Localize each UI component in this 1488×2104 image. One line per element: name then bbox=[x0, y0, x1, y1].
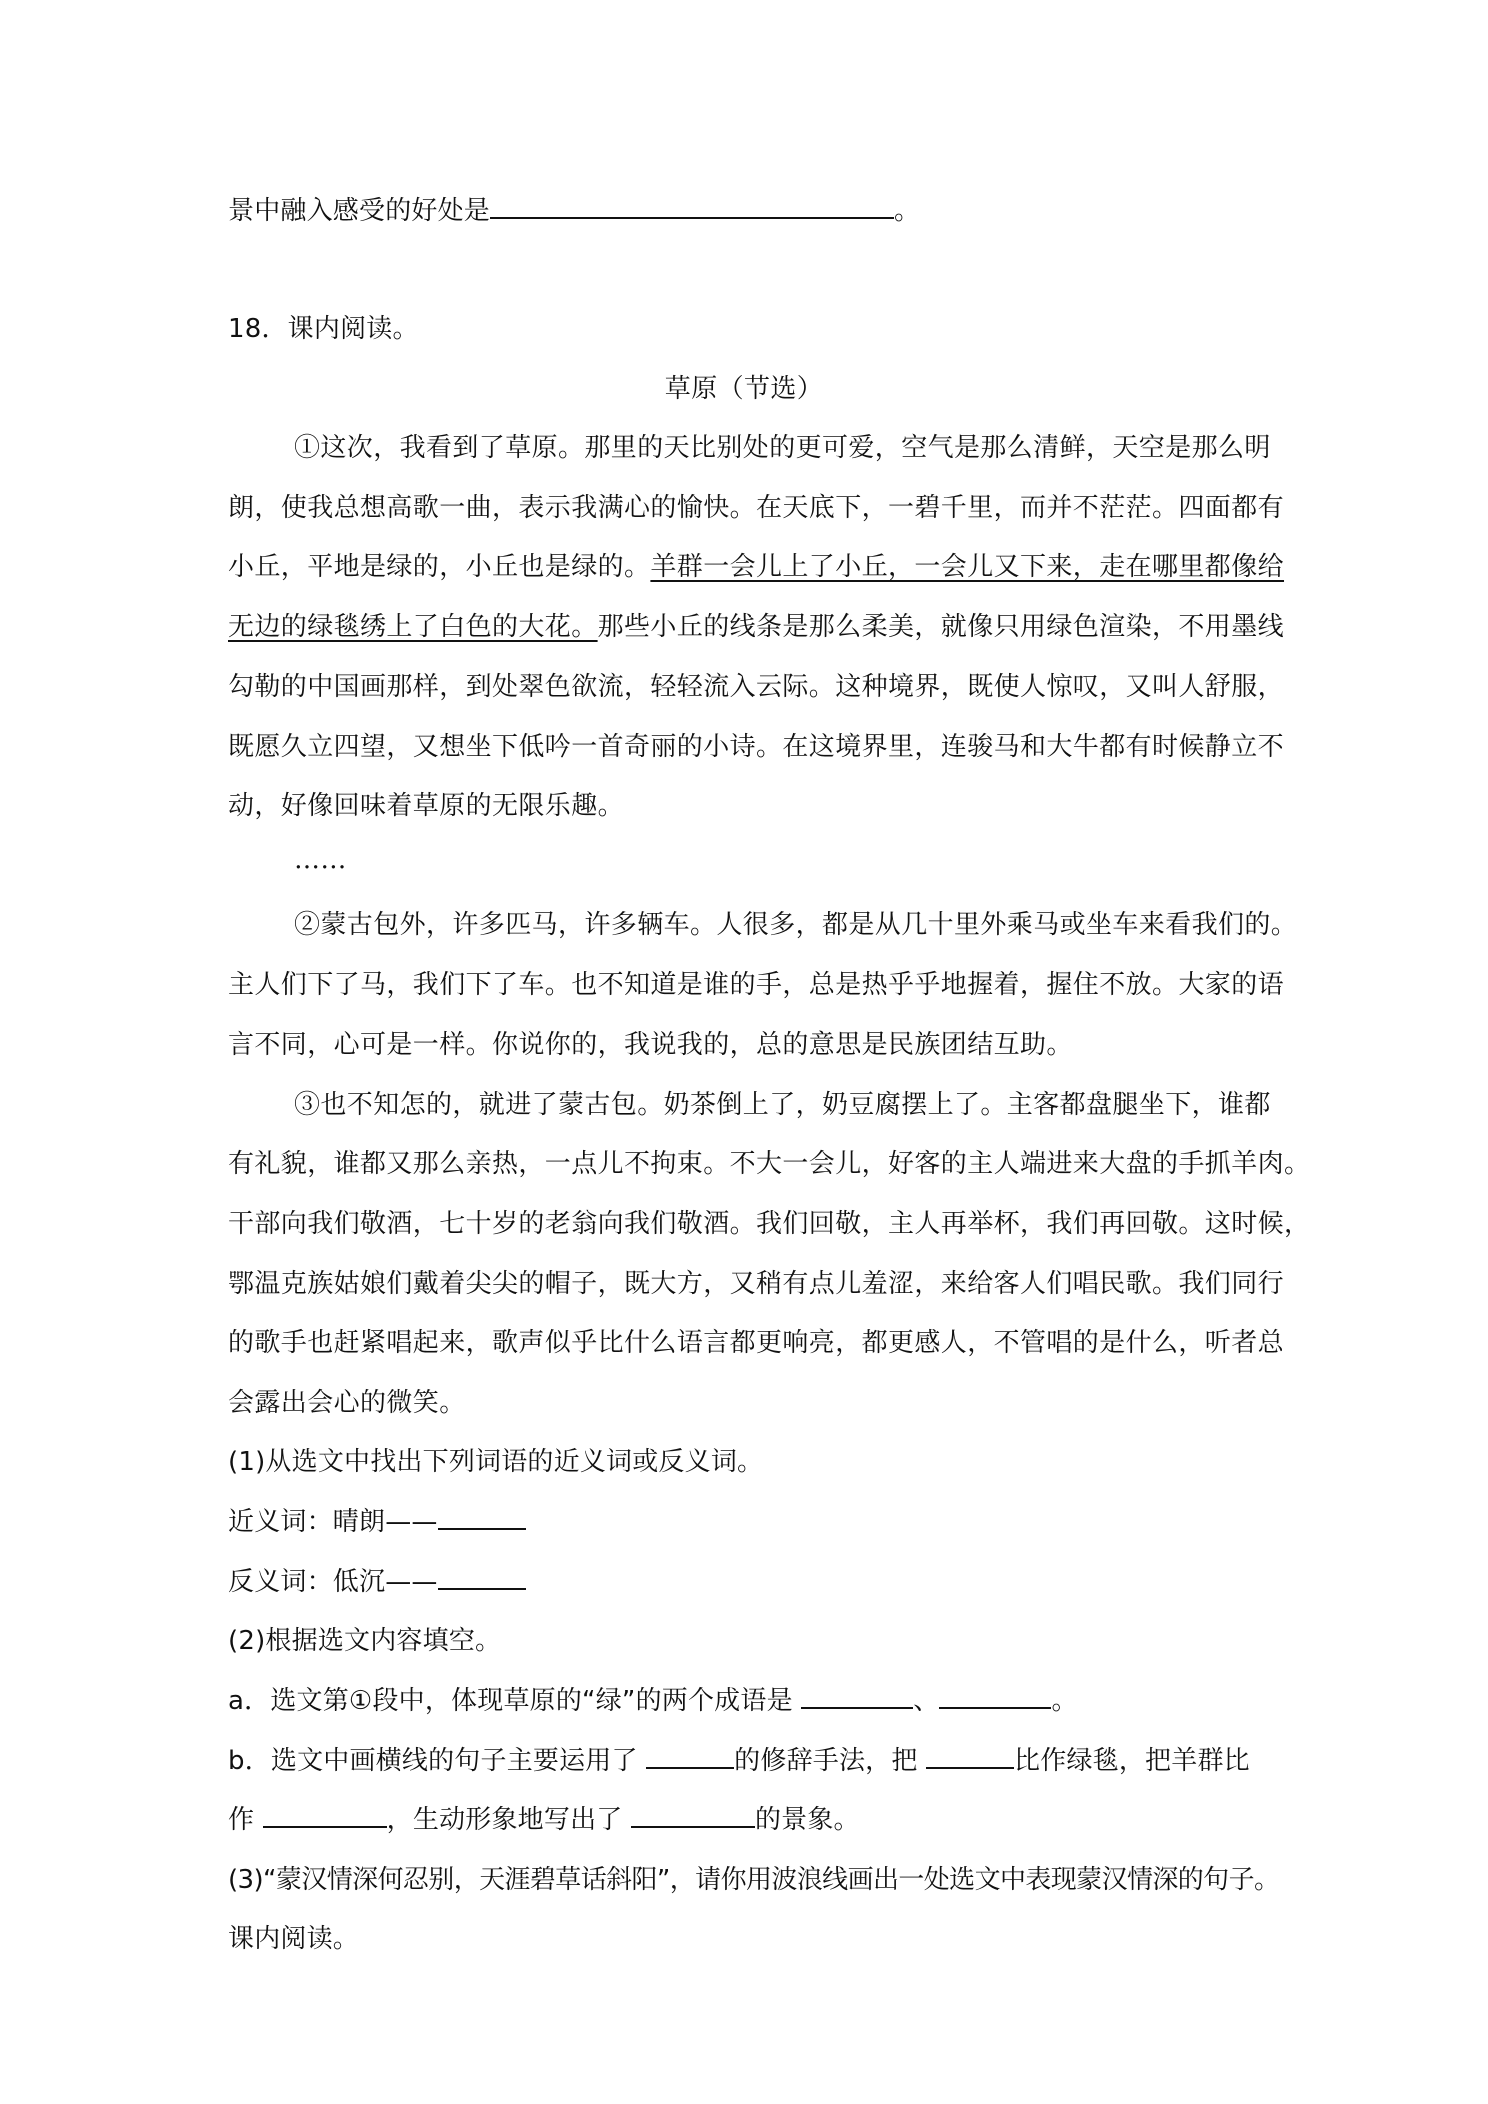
passage-line: ①这次，我看到了草原。那里的天比别处的更可爱，空气是那么清鲜，天空是那么明 bbox=[294, 433, 1271, 463]
previous-question-line: 景中融入感受的好处是 。 bbox=[228, 190, 920, 227]
passage-line: 既愿久立四望，又想坐下低吟一首奇丽的小诗。在这境界里，连骏马和大牛都有时候静立不 bbox=[228, 732, 1285, 762]
passage-line: 言不同，心可是一样。你说你的，我说我的，总的意思是民族团结互助。 bbox=[228, 1030, 1073, 1060]
passage-line: ③也不知怎的，就进了蒙古包。奶茶倒上了，奶豆腐摆上了。主客都盘腿坐下，谁都 bbox=[294, 1090, 1271, 1120]
passage-line: 小丘，平地是绿的，小丘也是绿的。羊群一会儿上了小丘，一会儿又下来，走在哪里都像给 bbox=[228, 552, 1285, 582]
compared-object-blank[interactable] bbox=[926, 1743, 1014, 1769]
sub-question-2b-continued: 作 ，生动形象地写出了 的景象。 bbox=[228, 1799, 860, 1836]
underlined-sentence: 羊群一会儿上了小丘，一会儿又下来，走在哪里都像给 bbox=[650, 552, 1285, 582]
passage-line: 无边的绿毯绣上了白色的大花。那些小丘的线条是那么柔美，就像只用绿色渲染，不用墨线 bbox=[228, 612, 1285, 642]
synonym-row: 近义词：晴朗—— bbox=[228, 1501, 526, 1538]
sub-question-2a: a．选文第①段中，体现草原的“绿”的两个成语是 、 。 bbox=[228, 1680, 1078, 1717]
antonym-row: 反义词：低沉—— bbox=[228, 1561, 526, 1598]
sub-question-2-prompt: (2)根据选文内容填空。 bbox=[228, 1626, 502, 1656]
passage-line: 鄂温克族姑娘们戴着尖尖的帽子，既大方，又稍有点儿羞涩，来给客人们唱民歌。我们同行 bbox=[228, 1269, 1285, 1299]
passage-line: 的歌手也赶紧唱起来，歌声似乎比什么语言都更响亮，都更感人，不管唱的是什么，听者总 bbox=[228, 1328, 1285, 1358]
passage-title: 草原（节选） bbox=[664, 374, 824, 404]
idiom-blank-1[interactable] bbox=[801, 1683, 913, 1709]
passage-line: 主人们下了马，我们下了车。也不知道是谁的手，总是热乎乎地握着，握住不放。大家的语 bbox=[228, 970, 1285, 1000]
scene-blank[interactable] bbox=[631, 1802, 755, 1828]
passage-line: 勾勒的中国画那样，到处翠色欲流，轻轻流入云际。这种境界，既使人惊叹，又叫人舒服， bbox=[228, 672, 1285, 702]
sub-question-1-prompt: (1)从选文中找出下列词语的近义词或反义词。 bbox=[228, 1447, 764, 1477]
answer-blank[interactable] bbox=[490, 193, 894, 219]
ellipsis: …… bbox=[294, 845, 347, 875]
passage-line: 有礼貌，谁都又那么亲热，一点儿不拘束。不大一会儿，好客的主人端进来大盘的手抓羊肉。 bbox=[228, 1149, 1311, 1179]
passage-line: ②蒙古包外，许多匹马，许多辆车。人很多，都是从几十里外乘马或坐车来看我们的。 bbox=[294, 910, 1298, 940]
passage-line: 会露出会心的微笑。 bbox=[228, 1388, 466, 1418]
antonym-blank[interactable] bbox=[438, 1564, 526, 1590]
sub-question-3-prompt: (3)“蒙汉情深何忍别，天涯碧草话斜阳”，请你用波浪线画出一处选文中表现蒙汉情深的句子。 bbox=[228, 1865, 1280, 1895]
question-number: 18．课内阅读。 bbox=[228, 314, 419, 344]
passage-line: 干部向我们敬酒，七十岁的老翁向我们敬酒。我们回敬，主人再举杯，我们再回敬。这时候， bbox=[228, 1209, 1311, 1239]
passage-line: 动，好像回味着草原的无限乐趣。 bbox=[228, 791, 625, 821]
passage-line: 朗，使我总想高歌一曲，表示我满心的愉快。在天底下，一碧千里，而并不茫茫。四面都有 bbox=[228, 493, 1285, 523]
rhetoric-blank[interactable] bbox=[646, 1743, 734, 1769]
trailing-text: 课内阅读。 bbox=[228, 1924, 360, 1954]
underlined-sentence: 无边的绿毯绣上了白色的大花。 bbox=[228, 612, 598, 642]
sub-question-2b: b．选文中画横线的句子主要运用了 的修辞手法，把 比作绿毯，把羊群比 bbox=[228, 1740, 1250, 1777]
idiom-blank-2[interactable] bbox=[939, 1683, 1051, 1709]
synonym-blank[interactable] bbox=[438, 1504, 526, 1530]
sheep-compared-blank[interactable] bbox=[263, 1802, 387, 1828]
